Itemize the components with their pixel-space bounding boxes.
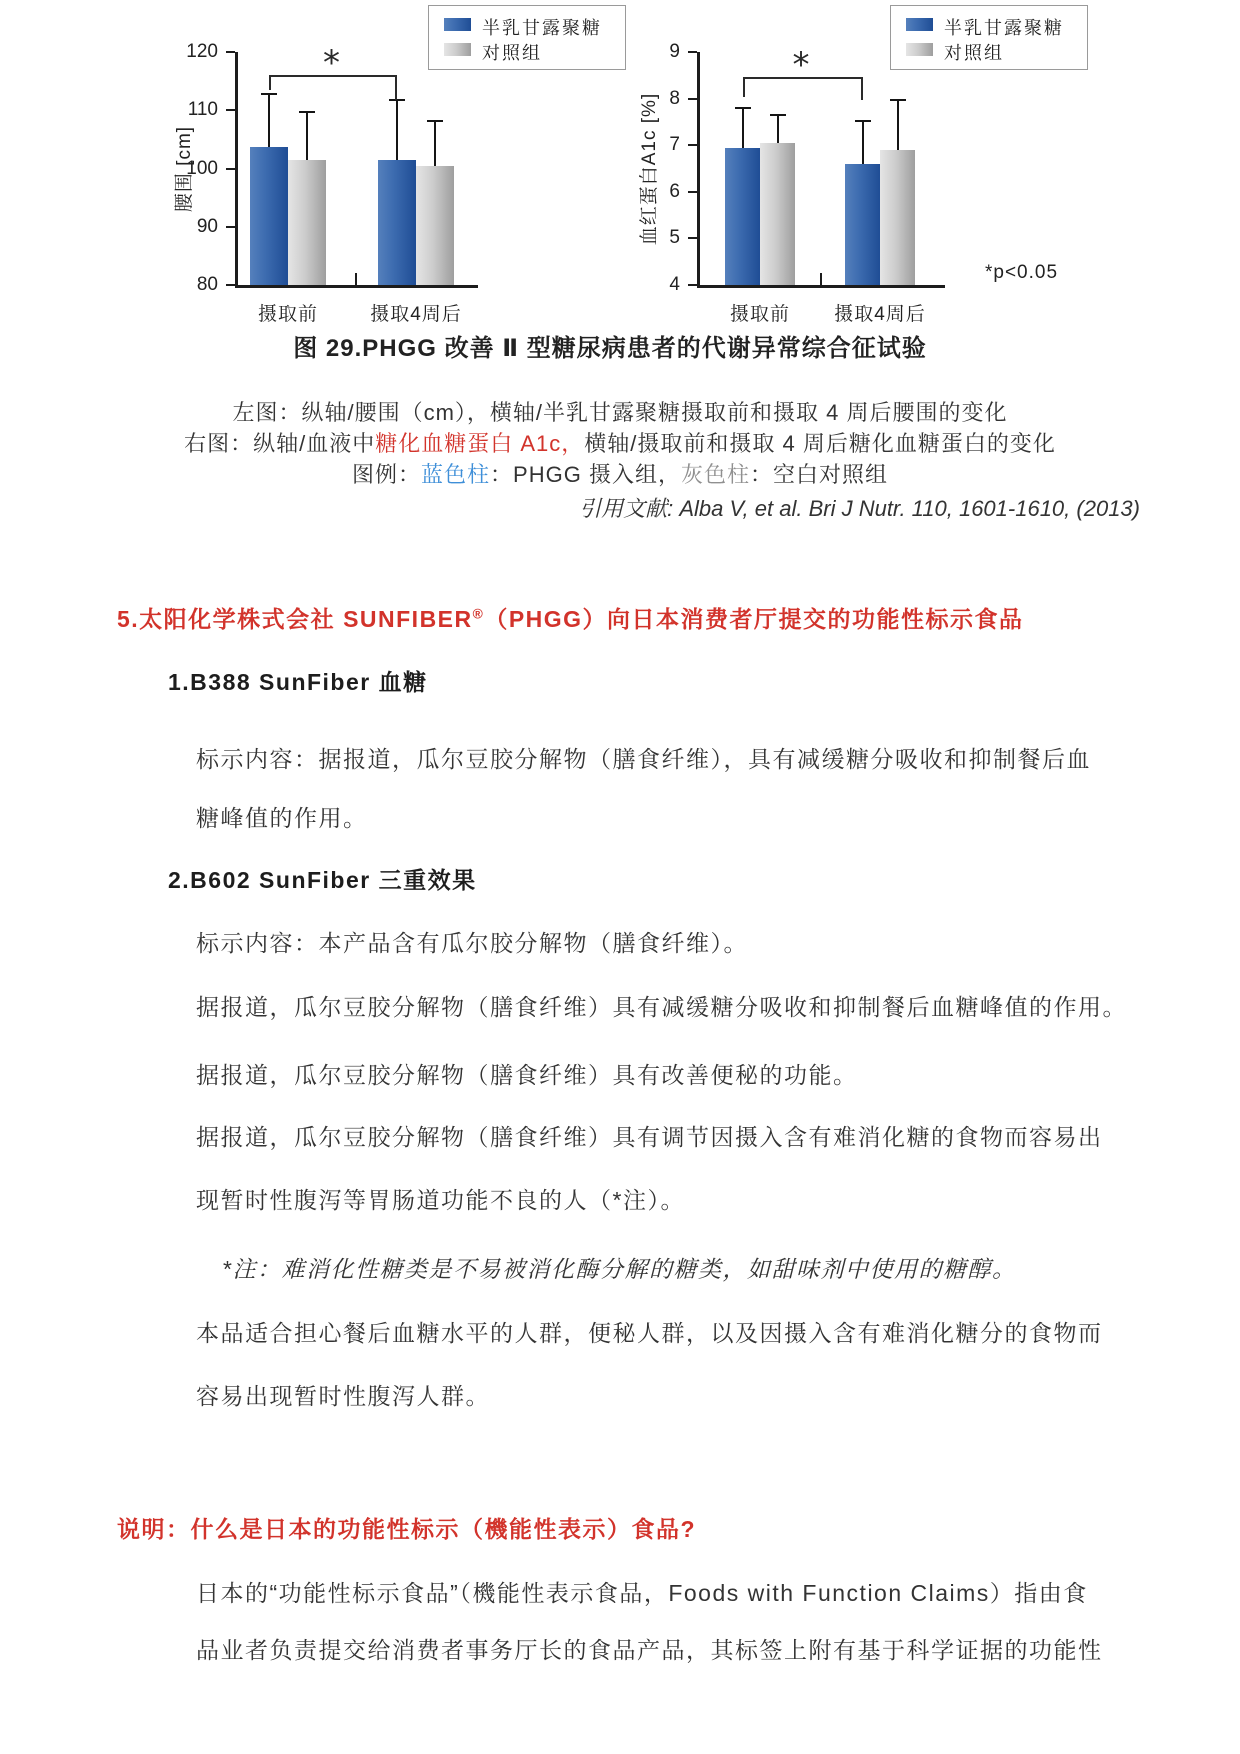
item-1-title: 1.B388 SunFiber 血糖 bbox=[168, 669, 428, 695]
section-5-heading-text: 5.太阳化学株式会社 SUNFIBER bbox=[117, 606, 473, 632]
legend-label-control: 对照组 bbox=[482, 43, 542, 63]
y-axis-tick-label: 6 bbox=[669, 180, 680, 202]
section-5-heading-rest: （PHGG）向日本消费者厅提交的功能性标示食品 bbox=[484, 606, 1024, 632]
footnote-line: *注：难消化性糖类是不易被消化酶分解的糖类，如甜味剂中使用的糖醇。 bbox=[222, 1256, 1017, 1282]
item-2-line-6: 本品适合担心餐后血糖水平的人群，便秘人群，以及因摄入含有难消化糖分的食物而 bbox=[196, 1320, 1103, 1346]
figure-note-legend-gray: 灰色柱 bbox=[680, 462, 750, 487]
y-axis-title: 腰围 [cm] bbox=[174, 125, 195, 212]
y-axis-tick-label: 9 bbox=[669, 41, 680, 62]
item-2-line-5: 现暂时性腹泻等胃肠道功能不良的人（*注）。 bbox=[196, 1187, 685, 1213]
legend-label-treatment: 半乳甘露聚糖 bbox=[482, 18, 602, 38]
figure-note-right-prefix: 右图：纵轴/血液中 bbox=[184, 431, 376, 456]
item-1-line-1: 标示内容：据报道，瓜尔豆胶分解物（膳食纤维），具有减缓糖分吸收和抑制餐后血 bbox=[196, 746, 1091, 772]
significance-star: * bbox=[323, 43, 340, 83]
section-5-heading bbox=[117, 601, 1024, 634]
explain-heading: 说明：什么是日本的功能性标示（機能性表示）食品? bbox=[117, 1516, 697, 1542]
x-category-label: 摄取4周后 bbox=[370, 304, 462, 325]
legend-label-control: 对照组 bbox=[944, 43, 1004, 63]
item-2-line-2: 据报道，瓜尔豆胶分解物（膳食纤维）具有减缓糖分吸收和抑制餐后血糖峰值的作用。 bbox=[196, 994, 1127, 1020]
y-axis-tick-label: 5 bbox=[669, 227, 680, 249]
figure-citation: 引用文献: Alba V, et al. Bri J Nutr. 110, 1601-1610, (2013) bbox=[579, 496, 1140, 521]
figure-note-legend-blue: 蓝色柱 bbox=[421, 462, 491, 487]
pvalue-note: *p<0.05 bbox=[985, 262, 1059, 283]
figure-note-right-suffix: 横轴/摄取前和摄取 4 周后糖化血糖蛋白的变化 bbox=[584, 431, 1056, 456]
y-axis-tick-label: 80 bbox=[196, 274, 218, 295]
explain-line-1: 日本的“功能性标示食品”（機能性表示食品，Foods with Function Claims）指由食 bbox=[196, 1580, 1088, 1606]
item-1-line-2: 糖峰值的作用。 bbox=[196, 805, 368, 831]
figure-note-legend-prefix: 图例： bbox=[352, 462, 422, 487]
item-2-line-7: 容易出现暂时性腹泻人群。 bbox=[196, 1383, 490, 1409]
y-axis-tick-label: 110 bbox=[187, 99, 218, 121]
item-2-line-1: 标示内容：本产品含有瓜尔胶分解物（膳食纤维）。 bbox=[196, 930, 748, 956]
item-2-title: 2.B602 SunFiber 三重效果 bbox=[168, 867, 477, 893]
figure-note-left-text: 左图：纵轴/腰围（cm），横轴/半乳甘露聚糖摄取前和摄取 4 周后腰围的变化 bbox=[232, 400, 1008, 425]
legend-label-treatment: 半乳甘露聚糖 bbox=[944, 18, 1064, 38]
y-axis-tick-label: 100 bbox=[186, 157, 218, 179]
figure-note-legend-suffix: ：空白对照组 bbox=[749, 462, 888, 487]
x-category-label: 摄取前 bbox=[257, 304, 318, 325]
y-axis-tick-label: 7 bbox=[669, 134, 680, 156]
figure-note-right-highlight: 糖化血糖蛋白 A1c， bbox=[375, 431, 585, 456]
figure-note-legend-mid: ：PHGG 摄入组， bbox=[490, 462, 681, 487]
figure-caption: 图 29.PHGG 改善 Ⅱ 型糖尿病患者的代谢异常综合征试验 bbox=[293, 335, 927, 362]
x-category-label: 摄取前 bbox=[729, 304, 790, 325]
registered-trademark-symbol: ® bbox=[472, 606, 485, 622]
significance-star: * bbox=[792, 45, 810, 85]
y-axis-title: 血红蛋白A1c [%] bbox=[639, 92, 660, 245]
y-axis-tick-label: 4 bbox=[669, 274, 680, 295]
item-2-line-4: 据报道，瓜尔豆胶分解物（膳食纤维）具有调节因摄入含有难消化糖的食物而容易出 bbox=[196, 1124, 1103, 1150]
item-2-line-3: 据报道，瓜尔豆胶分解物（膳食纤维）具有改善便秘的功能。 bbox=[196, 1062, 858, 1088]
y-axis-tick-label: 90 bbox=[196, 215, 218, 237]
explain-line-2: 品业者负责提交给消费者事务厅长的食品产品，其标签上附有基于科学证据的功能性 bbox=[196, 1637, 1103, 1663]
y-axis-tick-label: 8 bbox=[669, 87, 680, 109]
x-category-label: 摄取4周后 bbox=[834, 304, 926, 325]
y-axis-tick-label: 120 bbox=[186, 41, 218, 62]
